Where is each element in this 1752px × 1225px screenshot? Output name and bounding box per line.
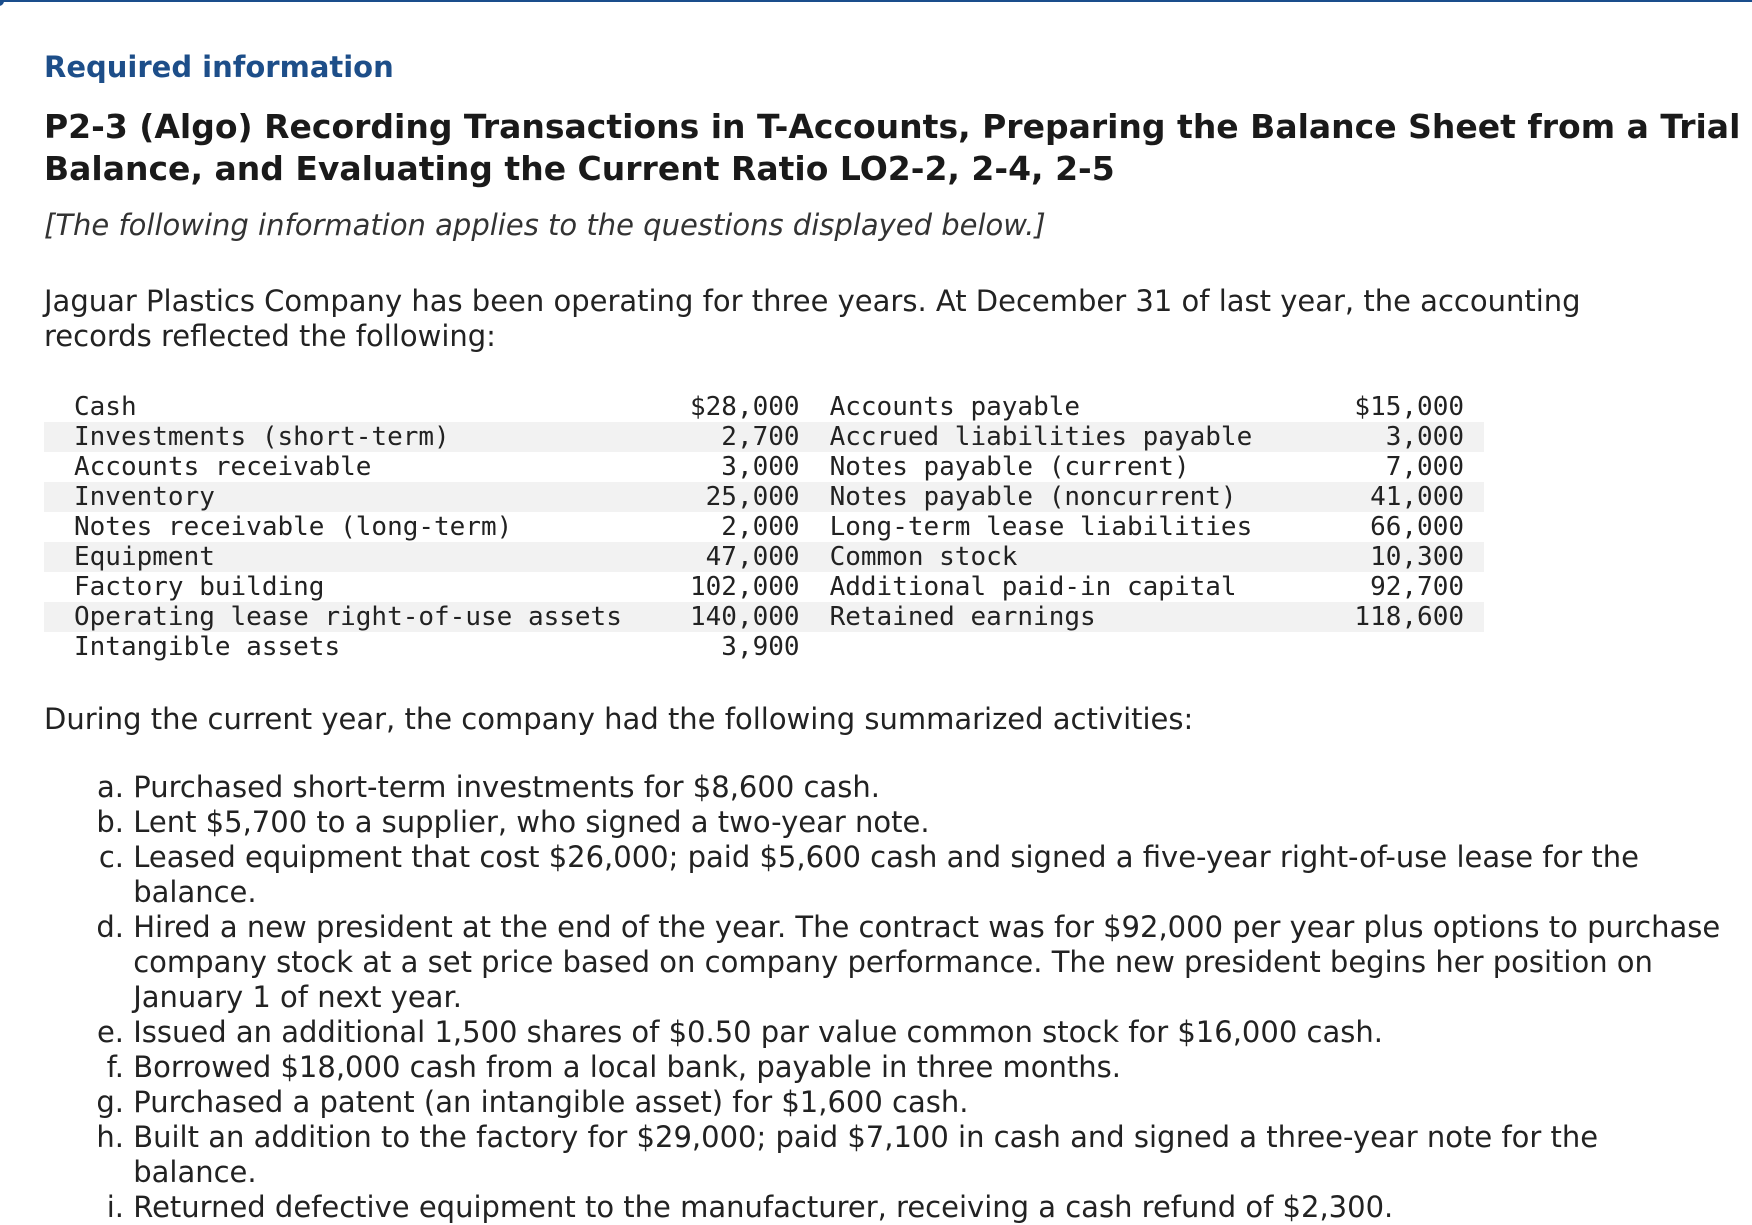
asset-value: 25,000 (650, 482, 800, 512)
liability-equity-name (800, 632, 1271, 662)
asset-name: Accounts receivable (74, 452, 372, 482)
item-text: Borrowed $18,000 cash from a local bank, payable in three months. (133, 1050, 1122, 1084)
asset-value: 2,700 (650, 422, 800, 452)
asset-value: 140,000 (650, 602, 800, 632)
intro-paragraph: Jaguar Plastics Company has been operating for three years. At December 31 of last year, the accounting records reflected the following: (44, 284, 1581, 353)
list-item (90, 1050, 1730, 1085)
list-item (90, 910, 1730, 1015)
list-item (90, 1190, 1730, 1225)
item-marker: g. (96, 1085, 124, 1119)
activities-intro: During the current year, the company had the following summarized activities: (44, 702, 1194, 736)
table-row (44, 392, 1484, 422)
problem-title: P2-3 (Algo) Recording Transactions in T-Accounts, Preparing the Balance Sheet from a Trial Balance, and Evaluating the Current Ratio LO2-2, 2-4, 2-5 (44, 107, 1741, 188)
asset-name: Equipment (44, 542, 650, 572)
item-marker: h. (96, 1120, 124, 1154)
table-row (44, 542, 1484, 572)
table-row (44, 572, 1484, 602)
asset-name: Notes receivable (long-term) (74, 512, 513, 542)
liability-equity-name: Long-term lease liabilities (829, 512, 1253, 542)
item-text: Purchased a patent (an intangible asset) for $1,600 cash. (133, 1085, 969, 1119)
table-row (44, 602, 1484, 632)
asset-value: 2,000 (721, 512, 800, 542)
liability-equity-name: Retained earnings (800, 602, 1271, 632)
top-divider (0, 0, 1752, 2)
table-row (44, 632, 1484, 662)
asset-value: 102,000 (690, 572, 800, 602)
liability-equity-value: 118,600 (1270, 602, 1484, 632)
asset-name: Factory building (74, 572, 325, 602)
item-marker: f. (106, 1050, 124, 1084)
asset-name: Inventory (44, 482, 650, 512)
liability-equity-value: 3,000 (1270, 422, 1484, 452)
applies-note: [The following information applies to the questions displayed below.] (44, 208, 1046, 242)
asset-value: 47,000 (650, 542, 800, 572)
item-marker: e. (96, 1015, 124, 1049)
liability-equity-value: 10,300 (1270, 542, 1484, 572)
item-text: Hired a new president at the end of the year. The contract was for $92,000 per year plus options to purchase company stock at a set price based on company performance. The new president begins her position on January 1 of next year. (133, 910, 1721, 1014)
asset-name: Investments (short-term) (44, 422, 650, 452)
liability-equity-name: Notes payable (noncurrent) (800, 482, 1271, 512)
item-text: Leased equipment that cost $26,000; paid $5,600 cash and signed a five-year right-of-use lease for the balance. (133, 840, 1639, 909)
list-item (90, 1085, 1730, 1120)
asset-name: Intangible assets (74, 632, 341, 662)
corner-marker (0, 0, 4, 6)
list-item (90, 1120, 1730, 1190)
item-marker: d. (96, 910, 124, 944)
table-row (44, 482, 1484, 512)
asset-value: $28,000 (690, 392, 800, 422)
asset-value: 3,000 (721, 452, 800, 482)
activities-list (90, 770, 1730, 1225)
liability-equity-value (1270, 632, 1484, 662)
liability-equity-value: 92,700 (1370, 572, 1464, 602)
liability-equity-name: Notes payable (current) (829, 452, 1190, 482)
list-item (90, 770, 1730, 805)
account-balances-table (44, 392, 1484, 662)
liability-equity-name: Accounts payable (829, 392, 1081, 422)
required-information-label: Required information (44, 50, 394, 84)
item-text: Built an addition to the factory for $29,000; paid $7,100 in cash and signed a three-year note for the balance. (133, 1120, 1599, 1189)
asset-name: Cash (74, 392, 137, 422)
table-row (44, 452, 1484, 482)
table-row (44, 422, 1484, 452)
liability-equity-value: $15,000 (1354, 392, 1464, 422)
table-row (44, 512, 1484, 542)
item-text: Purchased short-term investments for $8,600 cash. (133, 770, 880, 804)
liability-equity-value: 41,000 (1270, 482, 1484, 512)
list-item (90, 1015, 1730, 1050)
item-marker: a. (97, 770, 124, 804)
asset-name: Operating lease right-of-use assets (44, 602, 650, 632)
liability-equity-name: Accrued liabilities payable (800, 422, 1271, 452)
item-marker: i. (106, 1190, 124, 1224)
liability-equity-name: Additional paid-in capital (829, 572, 1237, 602)
liability-equity-name: Common stock (800, 542, 1271, 572)
item-text: Lent $5,700 to a supplier, who signed a two-year note. (133, 805, 930, 839)
item-text: Issued an additional 1,500 shares of $0.50 par value common stock for $16,000 cash. (133, 1015, 1383, 1049)
item-marker: c. (98, 840, 124, 874)
list-item (90, 840, 1730, 910)
liability-equity-value: 66,000 (1370, 512, 1464, 542)
item-marker: b. (96, 805, 124, 839)
asset-value: 3,900 (721, 632, 800, 662)
list-item (90, 805, 1730, 840)
liability-equity-value: 7,000 (1385, 452, 1464, 482)
item-text: Returned defective equipment to the manufacturer, receiving a cash refund of $2,300. (133, 1190, 1394, 1224)
